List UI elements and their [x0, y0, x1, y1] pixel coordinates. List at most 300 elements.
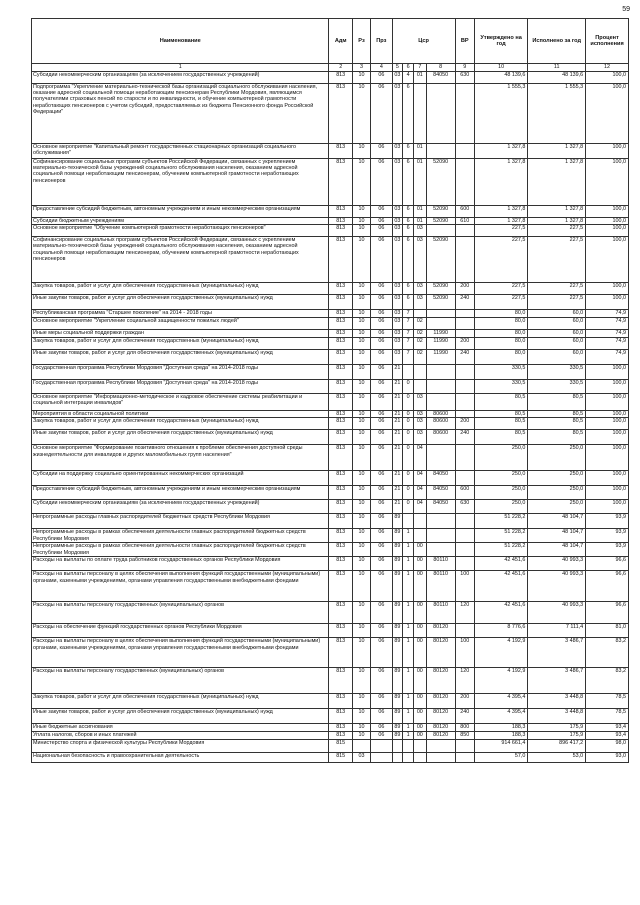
cell-vr: 600 [455, 486, 474, 500]
cell-c4: 84050 [426, 72, 455, 84]
table-row [32, 529, 629, 543]
cell-plan: 51 228,2 [474, 543, 527, 557]
cell-c3: 02 [413, 338, 426, 350]
cell-c3: 04 [413, 445, 426, 471]
cell-c1: 89 [392, 668, 403, 694]
cell-name: Расходы на выплаты персоналу государственных (муниципальных) органов [32, 668, 329, 694]
cell-plan: 42 451,6 [474, 557, 527, 571]
cell-fact: 60,0 [528, 350, 586, 365]
cell-fact: 1 555,3 [528, 84, 586, 144]
cell-c3: 01 [413, 218, 426, 225]
table-row [32, 638, 629, 668]
cell-c1: 89 [392, 724, 403, 731]
cell-c4 [426, 752, 455, 762]
cell-name: Подпрограмма "Укрепление материально-технической базы организаций социального обслуживания населения, оказание адресной социальной помощи неработающим пенсионерам Республики Мордовия, являющимся получателями страховых пенсий по старости и по инвалидности, и обучение компьютерной грамотности неработающих пенсионеров с учетом субсидий, предоставляемых из бюджета Пенсионного фонда Российской Федерации" [32, 84, 329, 144]
cell-prz: 06 [371, 500, 392, 514]
cell-c2 [403, 365, 414, 380]
cell-adm: 813 [329, 380, 353, 394]
table-row [32, 380, 629, 394]
cell-c2: 1 [403, 571, 414, 602]
cell-fact: 80,5 [528, 411, 586, 418]
cell-c4 [426, 739, 455, 752]
cell-plan: 227,5 [474, 283, 527, 295]
cell-pct: 100,0 [586, 418, 629, 430]
cell-name: Иные закупки товаров, работ и услуг для обеспечения государственных (муниципальных) нужд [32, 430, 329, 445]
cell-rz: 10 [352, 318, 370, 330]
cell-adm: 813 [329, 283, 353, 295]
cell-c1: 21 [392, 500, 403, 514]
cell-c3: 04 [413, 486, 426, 500]
page-number: 59 [622, 6, 630, 13]
cell-plan: 80,5 [474, 411, 527, 418]
cell-c4: 80600 [426, 411, 455, 418]
header-prz: Прз [371, 19, 392, 64]
cell-plan: 8 776,6 [474, 624, 527, 638]
cell-vr: 100 [455, 571, 474, 602]
cell-fact: 3 448,8 [528, 709, 586, 724]
cell-pct: 93,9 [586, 529, 629, 543]
cell-vr [455, 380, 474, 394]
cell-c4: 80120 [426, 724, 455, 731]
cell-pct: 100,0 [586, 283, 629, 295]
cell-c2 [403, 752, 414, 762]
cell-rz: 10 [352, 330, 370, 338]
cell-vr: 200 [455, 694, 474, 709]
cell-c3: 02 [413, 350, 426, 365]
cell-c3: 03 [413, 237, 426, 283]
cell-pct: 83,2 [586, 668, 629, 694]
table-row [32, 350, 629, 365]
cell-adm: 813 [329, 330, 353, 338]
cell-fact: 1 327,8 [528, 206, 586, 218]
cell-name: Основное мероприятие "Укрепление социальной защищенности пожилых людей" [32, 318, 329, 330]
table-row [32, 310, 629, 318]
cell-adm: 813 [329, 365, 353, 380]
cell-adm: 813 [329, 668, 353, 694]
cell-name: Расходы на выплаты персоналу государственных (муниципальных) органов [32, 602, 329, 624]
cell-prz: 06 [371, 330, 392, 338]
cell-c3: 01 [413, 72, 426, 84]
cell-c4: 80120 [426, 694, 455, 709]
cell-rz: 10 [352, 225, 370, 237]
header-rz: Рз [352, 19, 370, 64]
cell-c3: 00 [413, 543, 426, 557]
cell-c3: 01 [413, 206, 426, 218]
cell-c2: 0 [403, 394, 414, 411]
cell-pct: 100,0 [586, 365, 629, 380]
cell-c4 [426, 445, 455, 471]
cell-c3: 00 [413, 557, 426, 571]
cell-vr: 610 [455, 218, 474, 225]
cell-fact: 3 486,7 [528, 668, 586, 694]
cell-fact: 7 111,4 [528, 624, 586, 638]
cell-c2: 6 [403, 206, 414, 218]
cell-c3: 04 [413, 500, 426, 514]
cell-adm: 813 [329, 237, 353, 283]
cell-name: Республиканская программа "Старшее поколение" на 2014 - 2018 годы [32, 310, 329, 318]
cell-fact: 175,9 [528, 731, 586, 739]
cell-prz: 06 [371, 295, 392, 310]
cell-prz: 06 [371, 338, 392, 350]
cell-fact: 40 993,3 [528, 557, 586, 571]
cell-fact: 80,5 [528, 394, 586, 411]
cell-c4: 80600 [426, 430, 455, 445]
cell-prz: 06 [371, 557, 392, 571]
cell-c2: 6 [403, 283, 414, 295]
cell-fact: 250,0 [528, 486, 586, 500]
cell-fact: 175,9 [528, 724, 586, 731]
cell-rz: 10 [352, 471, 370, 486]
cell-c3: 00 [413, 638, 426, 668]
cell-vr: 240 [455, 430, 474, 445]
cell-rz: 10 [352, 500, 370, 514]
cell-vr: 100 [455, 638, 474, 668]
cell-c1: 89 [392, 557, 403, 571]
header-row [32, 19, 629, 64]
cell-c3 [413, 365, 426, 380]
cell-c3: 00 [413, 624, 426, 638]
cell-adm: 813 [329, 206, 353, 218]
cell-c4: 52090 [426, 206, 455, 218]
cell-vr [455, 624, 474, 638]
cell-c3: 00 [413, 724, 426, 731]
cell-fact: 48 104,7 [528, 514, 586, 529]
cell-prz: 06 [371, 159, 392, 206]
cell-rz: 10 [352, 694, 370, 709]
cell-name: Министерство спорта и физической культуры Республики Мордовия [32, 739, 329, 752]
cell-c1: 03 [392, 159, 403, 206]
table-row [32, 694, 629, 709]
cell-c4 [426, 543, 455, 557]
column-number: 12 [586, 64, 629, 72]
cell-c1: 89 [392, 514, 403, 529]
cell-c3: 02 [413, 318, 426, 330]
cell-c1: 03 [392, 225, 403, 237]
cell-prz: 06 [371, 218, 392, 225]
cell-pct: 100,0 [586, 84, 629, 144]
cell-c2 [403, 514, 414, 529]
cell-c4: 80120 [426, 624, 455, 638]
cell-rz: 10 [352, 445, 370, 471]
column-number: 4 [371, 64, 392, 72]
cell-pct: 100,0 [586, 486, 629, 500]
table-row [32, 295, 629, 310]
table-row [32, 500, 629, 514]
cell-rz: 10 [352, 206, 370, 218]
cell-c3 [413, 514, 426, 529]
table-row [32, 318, 629, 330]
cell-rz: 10 [352, 411, 370, 418]
cell-vr: 240 [455, 350, 474, 365]
cell-adm: 813 [329, 602, 353, 624]
cell-c3 [413, 84, 426, 144]
cell-prz: 06 [371, 411, 392, 418]
table-row [32, 283, 629, 295]
cell-c4: 11990 [426, 330, 455, 338]
cell-c1: 21 [392, 471, 403, 486]
cell-rz: 10 [352, 571, 370, 602]
cell-vr [455, 144, 474, 159]
cell-c2: 7 [403, 310, 414, 318]
cell-c4 [426, 514, 455, 529]
cell-name: Софинансирование социальных программ субъектов Российской Федерации, связанных с укреплением материально-технической базы учреждений социального обслуживания населения, оказанием адресной социальной помощи неработающим пенсионерам, обучением компьютерной грамотности неработающих пенсионеров [32, 237, 329, 283]
cell-vr [455, 557, 474, 571]
cell-c1: 21 [392, 418, 403, 430]
table-row [32, 418, 629, 430]
cell-c1: 89 [392, 709, 403, 724]
cell-name: Уплата налогов, сборов и иных платежей [32, 731, 329, 739]
cell-vr: 600 [455, 206, 474, 218]
column-number: 7 [413, 64, 426, 72]
cell-c1: 21 [392, 380, 403, 394]
cell-c3: 00 [413, 731, 426, 739]
cell-plan: 330,5 [474, 380, 527, 394]
cell-c2: 6 [403, 225, 414, 237]
cell-c4: 80120 [426, 709, 455, 724]
cell-c2: 6 [403, 218, 414, 225]
cell-c1: 03 [392, 330, 403, 338]
table-row [32, 557, 629, 571]
cell-name: Предоставление субсидий бюджетным, автономным учреждениям и иным некоммерческим организациям [32, 486, 329, 500]
cell-c2: 6 [403, 84, 414, 144]
cell-vr: 630 [455, 500, 474, 514]
cell-pct: 93,4 [586, 724, 629, 731]
cell-pct: 100,0 [586, 394, 629, 411]
cell-pct: 100,0 [586, 500, 629, 514]
cell-rz: 10 [352, 724, 370, 731]
column-number: 11 [528, 64, 586, 72]
cell-prz: 06 [371, 709, 392, 724]
cell-c1: 03 [392, 84, 403, 144]
cell-c3: 03 [413, 411, 426, 418]
cell-plan: 250,0 [474, 445, 527, 471]
cell-c3: 02 [413, 330, 426, 338]
cell-pct: 100,0 [586, 430, 629, 445]
cell-c4: 84050 [426, 500, 455, 514]
cell-pct: 100,0 [586, 295, 629, 310]
cell-rz: 10 [352, 338, 370, 350]
cell-name: Расходы на выплаты персоналу в целях обеспечения выполнения функций государственными (муниципальными) органами, казенными учреждениями, органами управления государственными внебюджетными фондами [32, 571, 329, 602]
cell-c4: 52090 [426, 159, 455, 206]
cell-vr: 240 [455, 295, 474, 310]
cell-rz: 10 [352, 624, 370, 638]
cell-prz: 06 [371, 144, 392, 159]
header-vr: ВР [455, 19, 474, 64]
column-number: 5 [392, 64, 403, 72]
cell-c3 [413, 529, 426, 543]
header-plan: Утверждено на год [474, 19, 527, 64]
cell-adm: 813 [329, 529, 353, 543]
cell-vr [455, 318, 474, 330]
cell-c1: 21 [392, 365, 403, 380]
cell-plan: 227,5 [474, 237, 527, 283]
cell-plan: 57,0 [474, 752, 527, 762]
cell-pct: 98,0 [586, 739, 629, 752]
cell-adm: 813 [329, 694, 353, 709]
cell-vr: 200 [455, 338, 474, 350]
cell-adm: 813 [329, 159, 353, 206]
cell-vr [455, 752, 474, 762]
cell-fact: 40 993,3 [528, 602, 586, 624]
cell-c4: 52090 [426, 218, 455, 225]
cell-vr [455, 365, 474, 380]
cell-prz: 06 [371, 310, 392, 318]
cell-prz: 06 [371, 543, 392, 557]
cell-prz: 06 [371, 365, 392, 380]
cell-c2: 0 [403, 380, 414, 394]
cell-pct: 100,0 [586, 225, 629, 237]
cell-plan: 250,0 [474, 486, 527, 500]
cell-c3: 03 [413, 295, 426, 310]
cell-fact: 48 104,7 [528, 543, 586, 557]
cell-pct: 93,4 [586, 731, 629, 739]
cell-pct: 96,6 [586, 557, 629, 571]
cell-plan: 80,0 [474, 330, 527, 338]
cell-c3 [413, 310, 426, 318]
cell-adm: 813 [329, 471, 353, 486]
header-percent: Процент исполнения [586, 19, 629, 64]
cell-c1: 89 [392, 624, 403, 638]
table-row [32, 144, 629, 159]
cell-c2 [403, 739, 414, 752]
cell-c2: 1 [403, 724, 414, 731]
cell-c1: 03 [392, 318, 403, 330]
column-number-row [32, 64, 629, 72]
cell-name: Основное мероприятие "Формирование позитивного отношения к проблеме обеспечения доступной среды жизнедеятельности для инвалидов и других маломобильных групп населения" [32, 445, 329, 471]
cell-fact: 53,0 [528, 752, 586, 762]
cell-name: Субсидии некоммерческим организациям (за исключением государственных учреждений) [32, 500, 329, 514]
cell-fact: 80,5 [528, 430, 586, 445]
cell-c4 [426, 310, 455, 318]
cell-adm: 813 [329, 338, 353, 350]
table-body [32, 72, 629, 763]
cell-rz: 10 [352, 72, 370, 84]
cell-rz: 10 [352, 731, 370, 739]
table-row [32, 159, 629, 206]
cell-c2: 0 [403, 411, 414, 418]
table-row [32, 84, 629, 144]
cell-rz: 10 [352, 295, 370, 310]
cell-fact: 1 327,8 [528, 159, 586, 206]
cell-c2: 1 [403, 529, 414, 543]
cell-name: Закупка товаров, работ и услуг для обеспечения государственных (муниципальных) нужд [32, 338, 329, 350]
cell-prz: 06 [371, 694, 392, 709]
column-number: 10 [474, 64, 527, 72]
cell-c1: 21 [392, 445, 403, 471]
cell-adm: 813 [329, 84, 353, 144]
cell-rz: 10 [352, 602, 370, 624]
cell-c4 [426, 365, 455, 380]
cell-c2: 0 [403, 430, 414, 445]
cell-c2: 1 [403, 557, 414, 571]
cell-vr: 120 [455, 668, 474, 694]
cell-fact: 330,5 [528, 365, 586, 380]
cell-c4: 84050 [426, 471, 455, 486]
table-row [32, 752, 629, 762]
cell-plan: 1 327,8 [474, 206, 527, 218]
cell-c4: 80600 [426, 418, 455, 430]
cell-prz: 06 [371, 84, 392, 144]
cell-c1: 03 [392, 338, 403, 350]
cell-fact: 80,5 [528, 418, 586, 430]
cell-name: Непрограммные расходы главных распорядителей бюджетных средств Республики Мордовия [32, 514, 329, 529]
cell-fact: 40 993,3 [528, 571, 586, 602]
cell-rz: 10 [352, 430, 370, 445]
cell-c1: 89 [392, 529, 403, 543]
cell-adm: 813 [329, 318, 353, 330]
cell-fact: 227,5 [528, 295, 586, 310]
table-row [32, 411, 629, 418]
cell-plan: 188,3 [474, 724, 527, 731]
cell-prz: 06 [371, 724, 392, 731]
cell-c1: 89 [392, 694, 403, 709]
cell-vr [455, 159, 474, 206]
cell-c2: 1 [403, 624, 414, 638]
cell-fact: 227,5 [528, 237, 586, 283]
cell-pct: 83,2 [586, 638, 629, 668]
cell-name: Национальная безопасность и правоохранительная деятельность [32, 752, 329, 762]
cell-c3: 03 [413, 430, 426, 445]
cell-vr: 630 [455, 72, 474, 84]
cell-name: Субсидии на поддержку социально ориентированных некоммерческих организаций [32, 471, 329, 486]
cell-fact: 227,5 [528, 225, 586, 237]
cell-c4 [426, 225, 455, 237]
column-number: 2 [329, 64, 353, 72]
cell-c1: 89 [392, 638, 403, 668]
cell-c1: 03 [392, 72, 403, 84]
cell-name: Закупка товаров, работ и услуг для обеспечения государственных (муниципальных) нужд [32, 694, 329, 709]
cell-rz [352, 739, 370, 752]
cell-prz: 06 [371, 486, 392, 500]
cell-c1 [392, 739, 403, 752]
cell-c2: 7 [403, 330, 414, 338]
cell-c3: 00 [413, 571, 426, 602]
cell-adm: 813 [329, 543, 353, 557]
cell-c2: 6 [403, 144, 414, 159]
cell-fact: 1 327,8 [528, 144, 586, 159]
table-row [32, 724, 629, 731]
cell-vr [455, 84, 474, 144]
cell-plan: 80,0 [474, 310, 527, 318]
cell-c1: 21 [392, 430, 403, 445]
cell-adm: 813 [329, 624, 353, 638]
cell-name: Субсидии некоммерческим организациям (за исключением государственных учреждений) [32, 72, 329, 84]
cell-adm: 813 [329, 418, 353, 430]
cell-plan: 4 192,9 [474, 638, 527, 668]
cell-c2: 1 [403, 694, 414, 709]
cell-c2: 6 [403, 159, 414, 206]
cell-c3: 00 [413, 668, 426, 694]
cell-c1: 03 [392, 206, 403, 218]
cell-c2: 1 [403, 709, 414, 724]
cell-c4: 80120 [426, 638, 455, 668]
cell-c4: 52090 [426, 237, 455, 283]
cell-name: Непрограммные расходы в рамках обеспечения деятельности главных распорядителей бюджетных средств Республики Мордовия [32, 543, 329, 557]
cell-c2: 1 [403, 638, 414, 668]
cell-adm: 813 [329, 295, 353, 310]
cell-pct: 96,6 [586, 571, 629, 602]
header-adm: Адм [329, 19, 353, 64]
cell-adm: 813 [329, 72, 353, 84]
table-row [32, 514, 629, 529]
cell-prz: 06 [371, 624, 392, 638]
cell-plan: 80,0 [474, 350, 527, 365]
cell-adm: 813 [329, 225, 353, 237]
cell-pct: 74,9 [586, 310, 629, 318]
cell-c2: 1 [403, 602, 414, 624]
cell-fact: 896 417,2 [528, 739, 586, 752]
cell-name: Мероприятия в области социальной политики [32, 411, 329, 418]
